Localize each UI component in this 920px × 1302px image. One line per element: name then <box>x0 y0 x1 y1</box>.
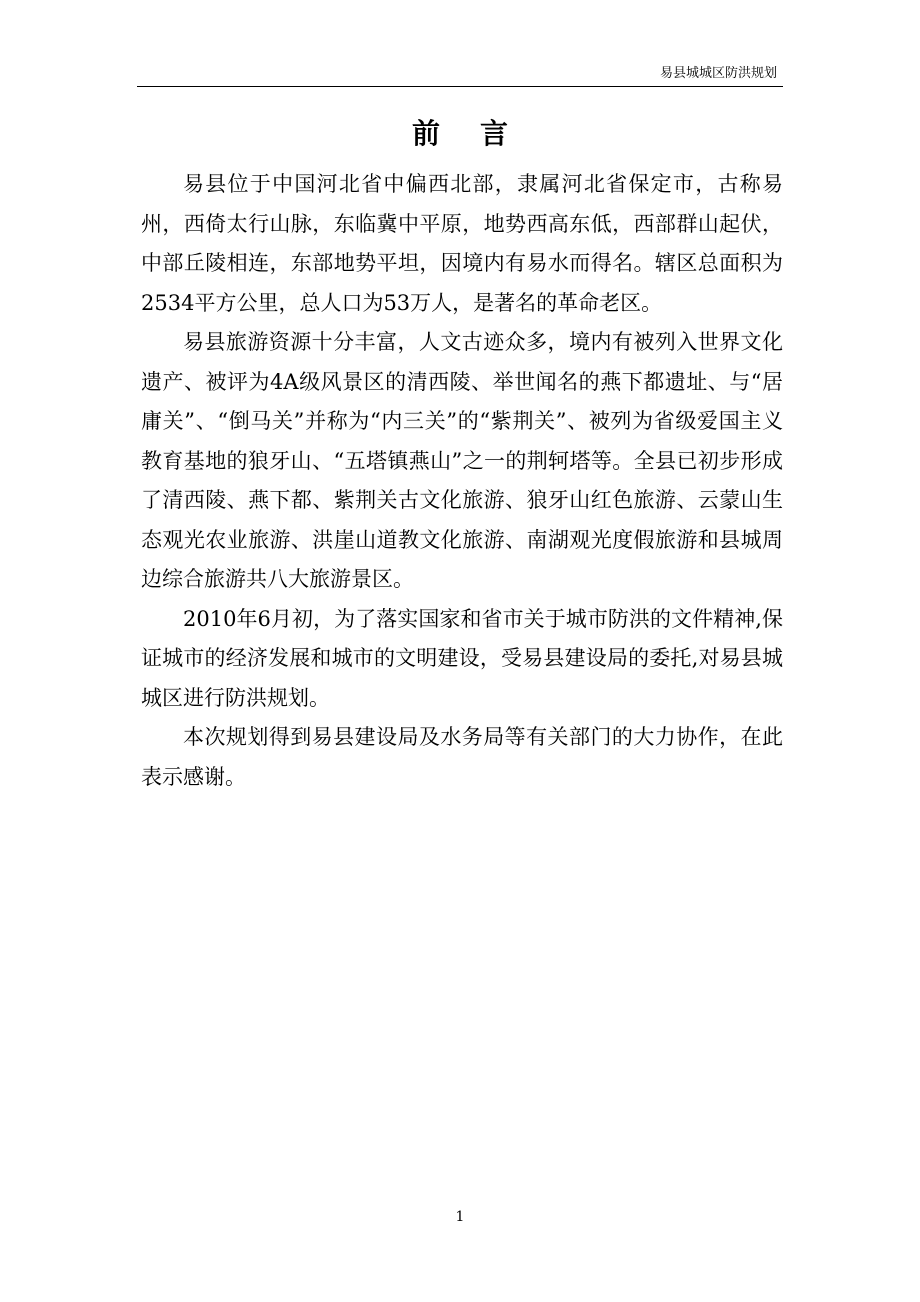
paragraph-planning: 2010年6月初，为了落实国家和省市关于城市防洪的文件精神,保证城市的经济发展和城市的文明建设，受易县建设局的委托,对易县城城区进行防洪规划。 <box>141 606 783 710</box>
paragraph-tourism: 易县旅游资源十分丰富，人文古迹众多，境内有被列入世界文化遗产、被评为4A级风景区的清西陵、举世闻名的燕下都遗址、与“居庸关”、“倒马关”并称为“内三关”的“紫荆关”、被列为省级爱国主义教育基地的狼牙山、“五塔镇燕山”之一的荆轲塔等。全县已初步形成了清西陵、燕下都、紫荆关古文化旅游、狼牙山红色旅游、云蒙山生态观光农业旅游、洪崖山道教文化旅游、南湖观光度假旅游和县城周边综合旅游共八大旅游景区。 <box>141 330 783 591</box>
header-title: 易县城城区防洪规划 <box>659 66 777 81</box>
page-header <box>137 64 783 87</box>
document-body <box>141 165 783 797</box>
page-number: 1 <box>455 1209 465 1225</box>
paragraph-thanks: 本次规划得到易县建设局及水务局等有关部门的大力协作，在此表示感谢。 <box>141 725 783 789</box>
paragraph-intro: 易县位于中国河北省中偏西北部，隶属河北省保定市，古称易州，西倚太行山脉，东临冀中平原，地势西高东低，西部群山起伏，中部丘陵相连，东部地势平坦，因境内有易水而得名。辖区总面积为2534平方公里，总人口为53万人，是著名的革命老区。 <box>141 172 783 315</box>
document-title: 前言 <box>411 117 548 150</box>
